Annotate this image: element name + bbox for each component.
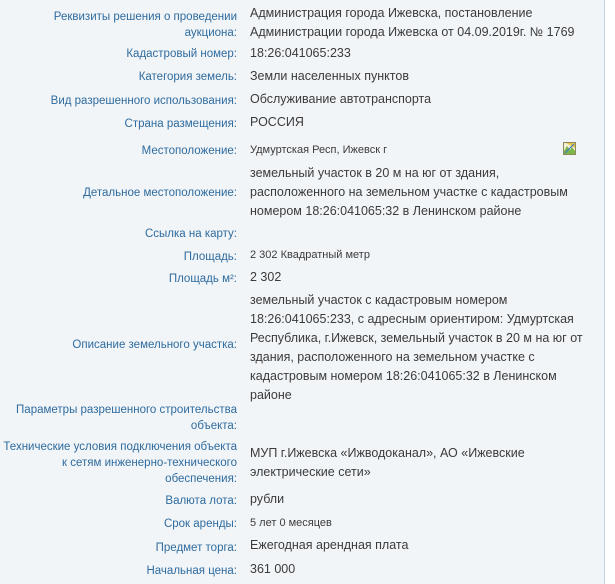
label-auction-decision: Реквизиты решения о проведении аукциона:: [53, 11, 237, 39]
value-auction-subject: Ежегодная арендная плата: [250, 538, 409, 552]
label-lease-term: Срок аренды:: [163, 518, 237, 530]
label-cadastral-number: Кадастровый номер:: [126, 48, 237, 60]
value-cadastral-number: 18:26:041065:233: [250, 46, 351, 60]
label-detailed-location: Детальное местоположение:: [83, 187, 237, 199]
value-permitted-use: Обслуживание автотранспорта: [250, 92, 432, 106]
label-permitted-use: Вид разрешенного использования:: [50, 95, 237, 107]
map-icon[interactable]: [563, 142, 576, 155]
value-lease-term: 5 лет 0 месяцев: [250, 517, 332, 529]
value-area: 2 302 Квадратный метр: [250, 249, 370, 261]
value-area-sqm: 2 302: [250, 270, 282, 284]
label-construction-params: Параметры разрешенного строительства объекта:: [16, 404, 237, 432]
label-plot-description: Описание земельного участка:: [72, 339, 237, 351]
value-detailed-location: земельный участок в 20 м на юг от здания, расположенного на земельном участке с кадастровым номером 18:26:041065:32 в Ленинском районе: [250, 166, 568, 218]
value-location: Удмуртская Респ, Ижевск г: [250, 144, 388, 156]
label-auction-subject: Предмет торга:: [155, 542, 237, 554]
label-land-category: Категория земель:: [138, 71, 237, 83]
value-land-category: Земли населенных пунктов: [250, 69, 409, 83]
label-map-link: Ссылка на карту:: [144, 228, 237, 240]
label-location: Местоположение:: [141, 145, 237, 157]
label-technical-conditions: Технические условия подключения объекта к сетям инженерно-технического обеспечения:: [3, 441, 237, 485]
label-starting-price: Начальная цена:: [146, 565, 237, 577]
label-currency: Валюта лота:: [165, 495, 237, 507]
label-area-sqm: Площадь м²:: [168, 273, 237, 285]
value-country: РОССИЯ: [250, 115, 304, 129]
label-area: Площадь:: [183, 251, 237, 263]
value-currency: рубли: [250, 492, 285, 506]
value-starting-price: 361 000: [250, 562, 296, 576]
value-plot-description: земельный участок с кадастровым номером 18:26:041065:233, с адресным ориентиром: Удмуртская Республика, г.Ижевск, земельный участок в 20 м на юг от здания, расположенного на земельном участке с кадастровым номером 18:26:041065:32 в Ленинском районе: [250, 293, 583, 402]
value-auction-decision: Администрация города Ижевска, постановление Администрации города Ижевска от 04.09.2019г. № 1769: [250, 6, 575, 39]
page-edge: [605, 0, 615, 584]
label-country: Страна размещения:: [124, 118, 237, 130]
value-technical-conditions: МУП г.Ижевска «Ижводоканал», АО «Ижевские электрические сети»: [250, 446, 525, 479]
